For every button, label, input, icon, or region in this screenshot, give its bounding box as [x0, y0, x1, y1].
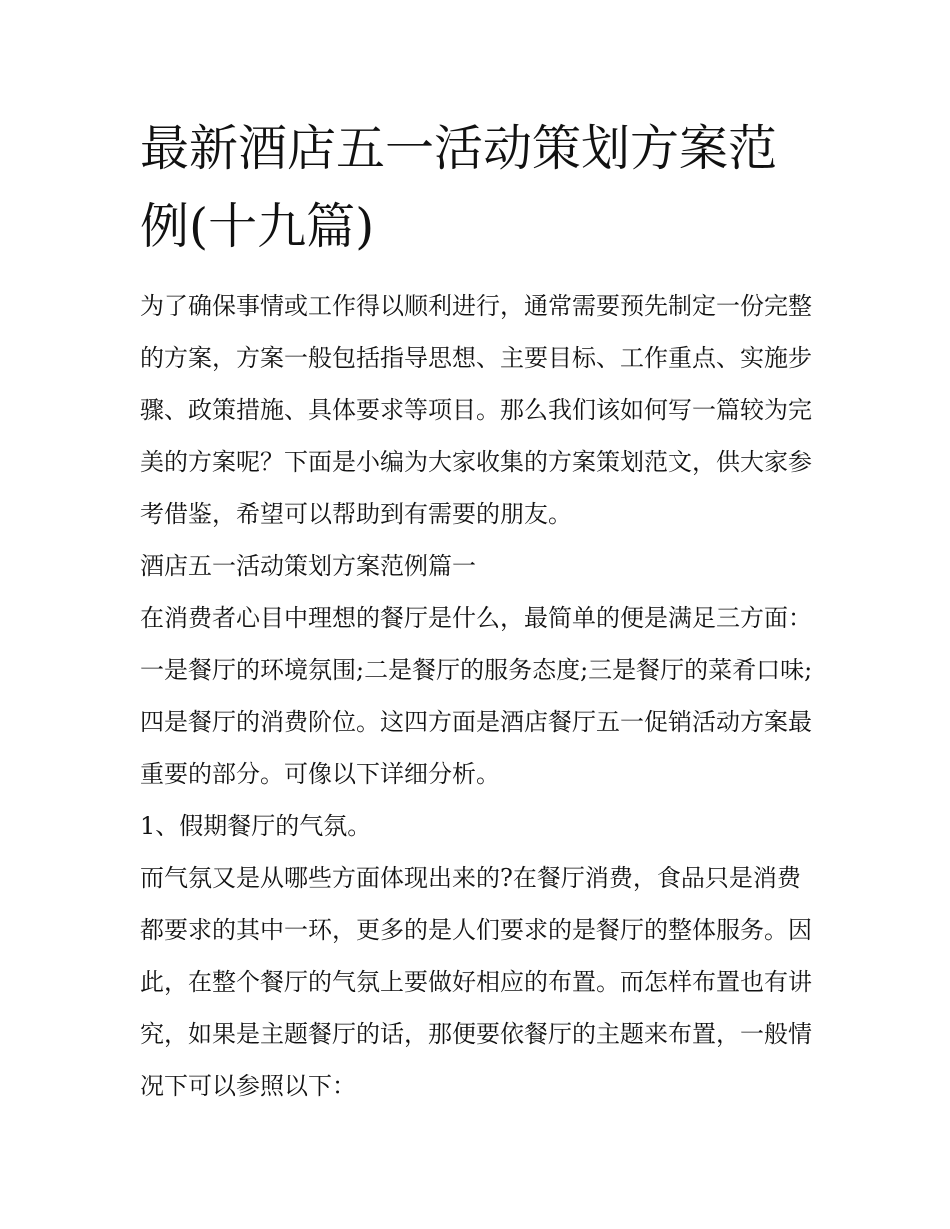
document-body — [140, 280, 815, 1112]
section-heading: 酒店五一活动策划方案范例篇一 — [140, 552, 476, 580]
numbered-item: 1、假期餐厅的气氛。 — [140, 812, 372, 840]
intro-paragraph: 为了确保事情或工作得以顺利进行，通常需要预先制定一份完整的方案，方案一般包括指导思想、主要目标、工作重点、实施步骤、政策措施、具体要求等项目。那么我们该如何写一篇较为完美的方案呢？下面是小编为大家收集的方案策划范文，供大家参考借鉴，希望可以帮助到有需要的朋友。 — [140, 292, 812, 528]
document-title: 最新酒店五一活动策划方案范例(十九篇) — [140, 120, 778, 255]
body-paragraph: 而气氛又是从哪些方面体现出来的?在餐厅消费，食品只是消费都要求的其中一环，更多的是人们要求的是餐厅的整体服务。因此，在整个餐厅的气氛上要做好相应的布置。而怎样布置也有讲究，如果是主题餐厅的话，那便要依餐厅的主题来布置，一般情况下可以参照以下： — [140, 864, 812, 1100]
body-paragraph: 在消费者心目中理想的餐厅是什么，最简单的便是满足三方面：一是餐厅的环境氛围;二是餐厅的服务态度;三是餐厅的菜肴口味;四是餐厅的消费阶位。这四方面是酒店餐厅五一促销活动方案最重要的部分。可像以下详细分析。 — [140, 604, 813, 788]
